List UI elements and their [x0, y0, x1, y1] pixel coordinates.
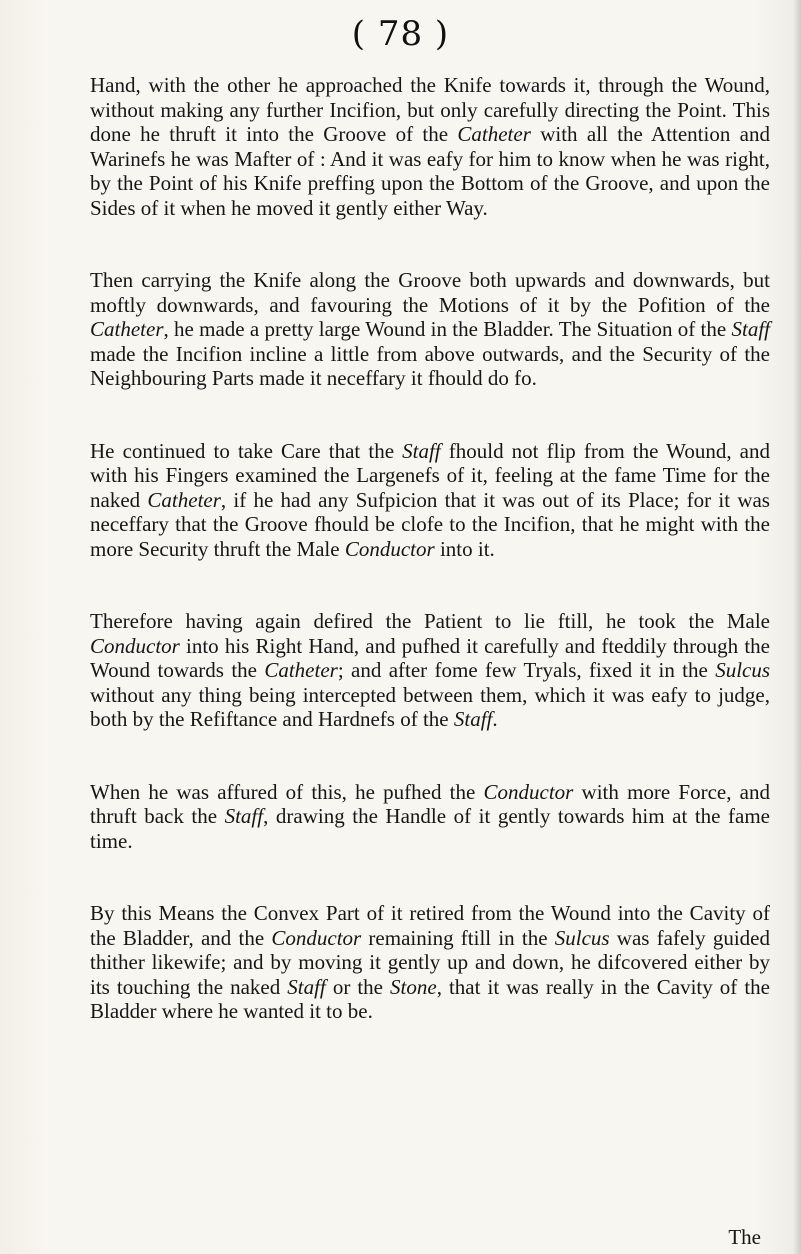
body-text [90, 73, 770, 1024]
paragraph-5: When he was affured of this, he pufhed the Conductor with more Force, and thruft back the Staff, drawing the Handle of it gently towards him at the fame time. [90, 779, 770, 853]
page-number: ( 78 ) [351, 14, 450, 54]
paragraph-2: Then carrying the Knife along the Groove both upwards and downwards, but moftly downwards, and favouring the Motions of it by the Pofition of the Catheter, he made a pretty large Wound in the Bladder. The Situation of the Staff made the Incifion incline a little from above outwards, and the Security of the Neighbouring Parts made it neceffary it fhould do fo. [90, 268, 770, 390]
paragraph-3: He continued to take Care that the Staff fhould not flip from the Wound, and with his Fingers examined the Largenefs of it, feeling at the fame Time for the naked Catheter, if he had any Sufpicion that it was out of its Place; for it was neceffary that the Groove fhould be clofe to the Incifion, that he might with the more Security thruft the Male Conductor into it. [90, 438, 770, 561]
paragraph-4: Therefore having again defired the Patient to lie ftill, he took the Male Conductor into his Right Hand, and pufhed it carefully and fteddily through the Wound towards the Catheter; and after fome few Tryals, fixed it in the Sulcus without any thing being intercepted between them, which it was eafy to judge, both by the Refiftance and Hardnefs of the Staff. [90, 609, 771, 731]
catchword: The [728, 1225, 761, 1249]
paragraph-1: Hand, with the other he approached the Knife towards it, through the Wound, without making any further Incifion, but only carefully directing the Point. This done he thruft it into the Groove of the Catheter with all the Attention and Warinefs he was Mafter of : And it was eafy for him to know when he was right, by the Point of his Knife preffing upon the Bottom of the Groove, and upon the Sides of it when he moved it gently either Way. [90, 73, 771, 220]
paragraph-6: By this Means the Convex Part of it retired from the Wound into the Cavity of the Bladder, and the Conductor remaining ftill in the Sulcus was fafely guided thither likewife; and by moving it gently up and down, he difcovered either by its touching the naked Staff or the Stone, that it was really in the Cavity of the Bladder where he wanted it to be. [90, 901, 770, 1023]
